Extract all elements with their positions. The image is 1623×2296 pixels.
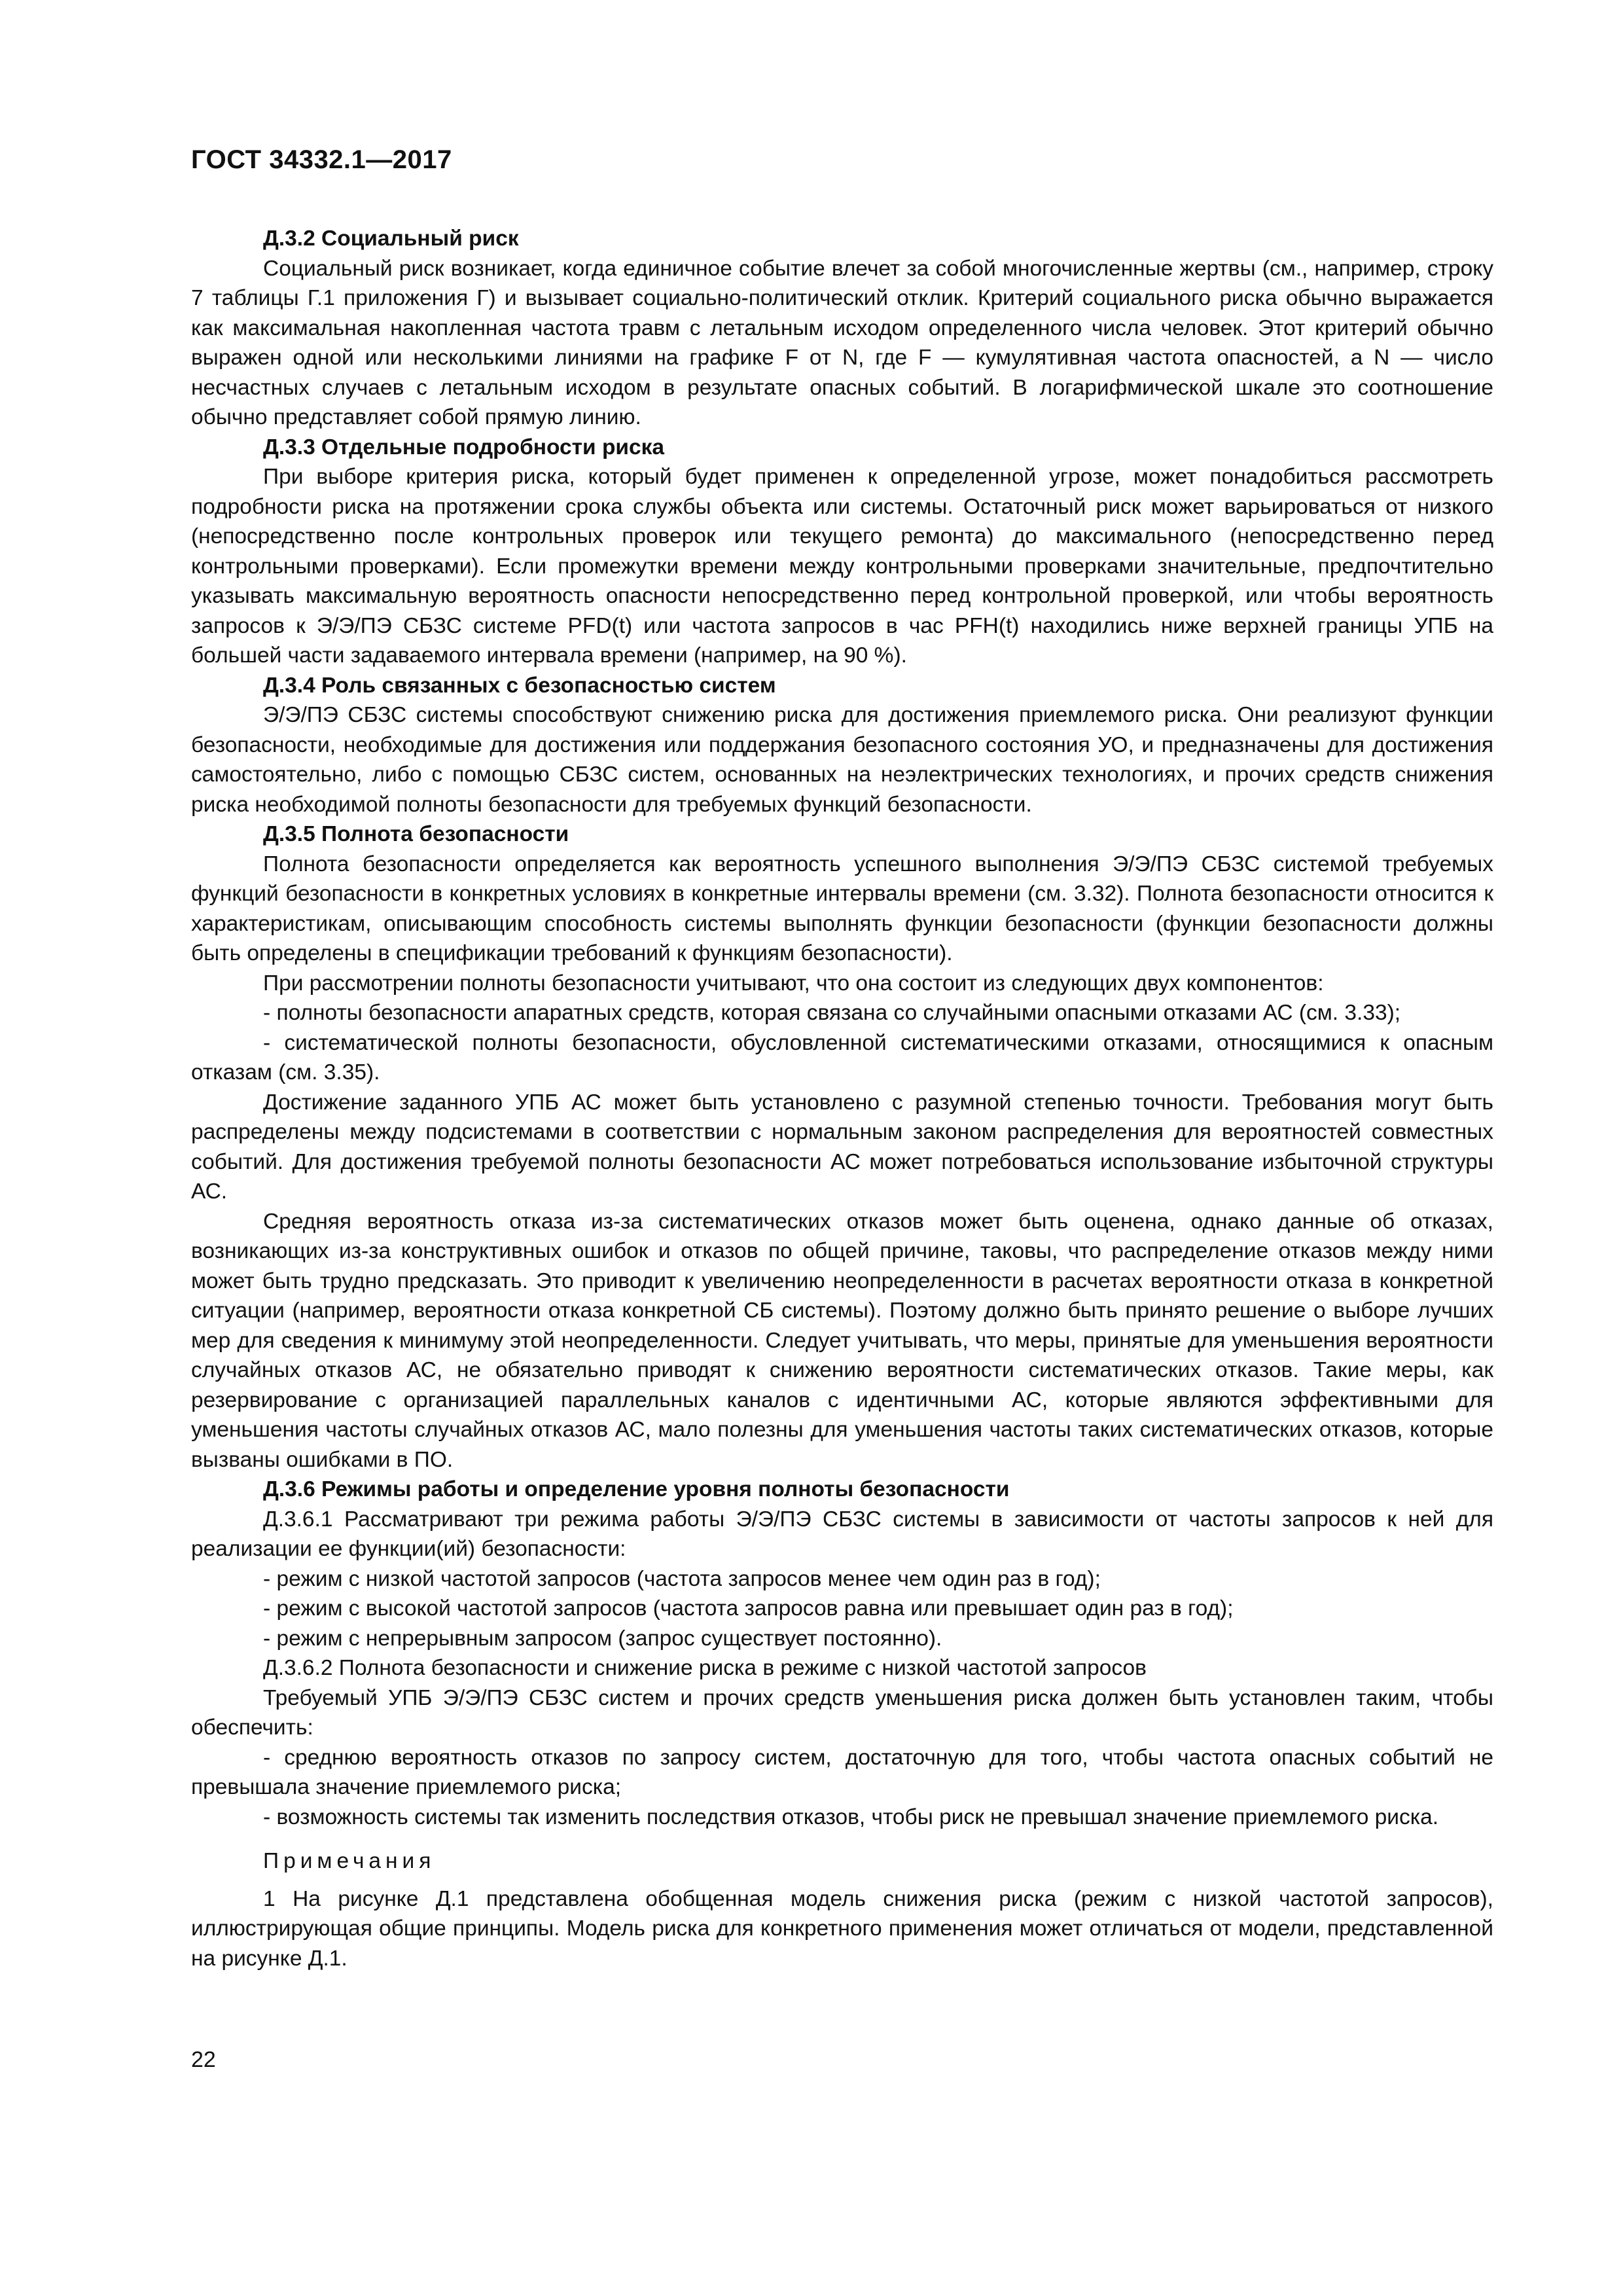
- paragraph: При рассмотрении полноты безопасности учитывают, что она состоит из следующих двух компонентов:: [263, 971, 1324, 996]
- section-heading: Д.3.5 Полнота безопасности: [263, 822, 569, 846]
- paragraph: Средняя вероятность отказа из-за систематических отказов может быть оценена, однако данные об отказах, возникающих из-за конструктивных ошибок и отказов по общей причине, таковы, что распределение отказов между ними может быть трудно предсказать. Это приводит к увеличению неопределенности в расчетах вероятности отказа в конкретной ситуации (например, вероятности отказа конкретной СБ системы). Поэтому должно быть принято решение о выборе лучших мер для сведения к минимуму этой неопределенности. Следует учитывать, что меры, принятые для уменьшения вероятности случайных отказов АС, не обязательно приводят к снижению вероятности систематических отказов. Такие меры, как резервирование с организацией параллельных каналов с идентичными АС, которые являются эффективными для уменьшения частоты случайных отказов АС, мало полезны для уменьшения частоты таких систематических отказов, которые вызваны ошибками в ПО.: [191, 1209, 1493, 1472]
- list-item: - режим с непрерывным запросом (запрос существует постоянно).: [263, 1626, 942, 1651]
- document-body: [191, 224, 1493, 1973]
- paragraph: Полнота безопасности определяется как вероятность успешного выполнения Э/Э/ПЭ СБЗС системой требуемых функций безопасности в конкретных условиях в конкретные интервалы времени (см. 3.32). Полнота безопасности относится к характеристикам, описывающим способность системы выполнять функции безопасности (функции безопасности должны быть определены в спецификации требований к функциям безопасности).: [191, 852, 1493, 965]
- section-heading: Д.3.3 Отдельные подробности риска: [263, 435, 665, 459]
- section-heading: Д.3.2 Социальный риск: [263, 226, 519, 251]
- notes-title: Примечания: [263, 1849, 436, 1873]
- document-header: ГОСТ 34332.1—2017: [191, 145, 452, 174]
- paragraph: Достижение заданного УПБ АС может быть установлено с разумной степенью точности. Требования могут быть распределены между подсистемами в соответствии с нормальным законом распределения для вероятностей совместных событий. Для достижения требуемой полноты безопасности АС может потребоваться использование избыточной структуры АС.: [191, 1090, 1493, 1204]
- list-item: - режим с высокой частотой запросов (частота запросов равна или превышает один раз в год);: [263, 1596, 1234, 1621]
- subsection-title: Д.3.6.2 Полнота безопасности и снижение риска в режиме с низкой частотой запросов: [263, 1656, 1147, 1680]
- section-heading: Д.3.6 Режимы работы и определение уровня полноты безопасности: [263, 1477, 1010, 1501]
- note-item: 1 На рисунке Д.1 представлена обобщенная модель снижения риска (режим с низкой частотой запросов), иллюстрирующая общие принципы. Модель риска для конкретного применения может отличаться от модели, представленной на рисунке Д.1.: [191, 1886, 1493, 1971]
- paragraph: Требуемый УПБ Э/Э/ПЭ СБЗС систем и прочих средств уменьшения риска должен быть установлен таким, чтобы обеспечить:: [191, 1685, 1493, 1740]
- list-item: - возможность системы так изменить последствия отказов, чтобы риск не превышал значение приемлемого риска.: [263, 1804, 1439, 1829]
- section-heading: Д.3.4 Роль связанных с безопасностью систем: [263, 673, 776, 698]
- list-item: - режим с низкой частотой запросов (частота запросов менее чем один раз в год);: [263, 1566, 1101, 1591]
- paragraph: Социальный риск возникает, когда единичное событие влечет за собой многочисленные жертвы (см., например, строку 7 таблицы Г.1 приложения Г) и вызывает социально-политический отклик. Критерий социального риска обычно выражается как максимальная накопленная частота травм с летальным исходом определенного числа человек. Этот критерий обычно выражен одной или несколькими линиями на графике F от N, где F — кумулятивная частота опасностей, а N — число несчастных случаев с летальным исходом в результате опасных событий. В логарифмической шкале это соотношение обычно представляет собой прямую линию.: [191, 256, 1493, 429]
- page-number: 22: [191, 2047, 216, 2072]
- paragraph: Э/Э/ПЭ СБЗС системы способствуют снижению риска для достижения приемлемого риска. Они реализуют функции безопасности, необходимые для достижения или поддержания безопасного состояния УО, и предназначены для достижения самостоятельно, либо с помощью СБЗС систем, основанных на неэлектрических технологиях, и прочих средств снижения риска необходимой полноты безопасности для требуемых функций безопасности.: [191, 703, 1493, 817]
- paragraph: Д.3.6.1 Рассматривают три режима работы Э/Э/ПЭ СБЗС системы в зависимости от частоты запросов к ней для реализации ее функции(ий) безопасности:: [191, 1507, 1493, 1561]
- list-item: - систематической полноты безопасности, обусловленной систематическими отказами, относящимися к опасным отказам (см. 3.35).: [191, 1030, 1493, 1085]
- paragraph: При выборе критерия риска, который будет применен к определенной угрозе, может понадобиться рассмотреть подробности риска на протяжении срока службы объекта или системы. Остаточный риск может варьироваться от низкого (непосредственно после контрольных проверок или текущего ремонта) до максимального (непосредственно перед контрольными проверками). Если промежутки времени между контрольными проверками значительные, предпочтительно указывать максимальную вероятность опасности непосредственно перед контрольной проверкой, или чтобы вероятность запросов к Э/Э/ПЭ СБЗС системе PFD(t) или частота запросов в час PFH(t) находились ниже верхней границы УПБ на большей части задаваемого интервала времени (например, на 90 %).: [191, 465, 1493, 668]
- list-item: - полноты безопасности апаратных средств, которая связана со случайными опасными отказами АС (см. 3.33);: [263, 1001, 1401, 1025]
- list-item: - среднюю вероятность отказов по запросу систем, достаточную для того, чтобы частота опасных событий не превышала значение приемлемого риска;: [191, 1745, 1493, 1799]
